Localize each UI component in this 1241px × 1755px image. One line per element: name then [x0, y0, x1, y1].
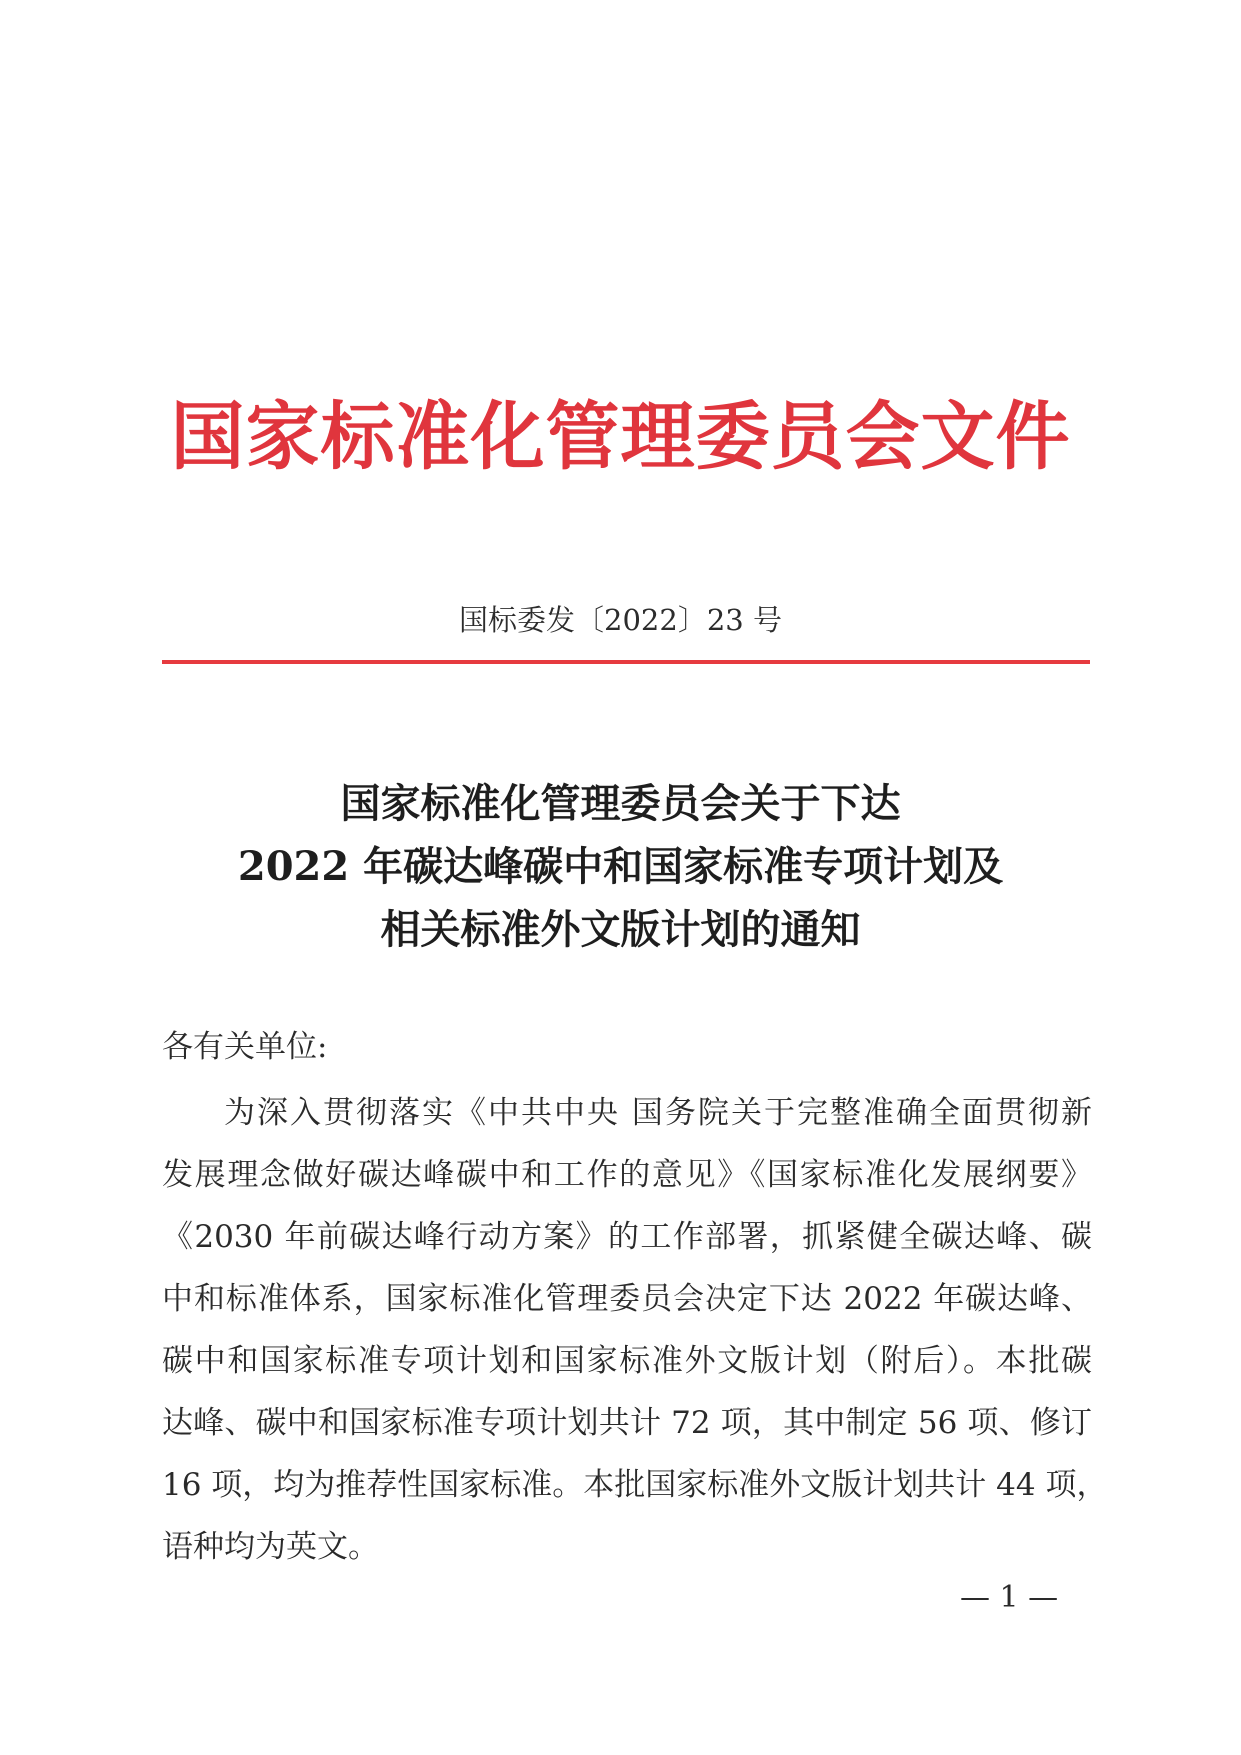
- paragraph-line: 中和标准体系，国家标准化管理委员会决定下达 2022 年碳达峰、: [162, 1281, 1092, 1317]
- paragraph-line: 16 项，均为推荐性国家标准。本批国家标准外文版计划共计 44 项，: [162, 1467, 1108, 1503]
- paragraph-line: 语种均为英文。: [162, 1529, 379, 1565]
- notice-title-line: 国家标准化管理委员会关于下达: [340, 780, 901, 827]
- paragraph-line: 发展理念做好碳达峰碳中和工作的意见》《国家标准化发展纲要》: [162, 1157, 1092, 1193]
- paragraph-line: 《2030 年前碳达峰行动方案》的工作部署，抓紧健全碳达峰、碳: [162, 1219, 1092, 1255]
- body-paragraph: [162, 1082, 1108, 1578]
- notice-title: [120, 772, 1121, 961]
- paragraph-line: 碳中和国家标准专项计划和国家标准外文版计划（附后）。本批碳: [162, 1343, 1092, 1379]
- notice-title-line: 相关标准外文版计划的通知: [380, 906, 861, 953]
- paragraph-line: 达峰、碳中和国家标准专项计划共计 72 项，其中制定 56 项、修订: [162, 1405, 1092, 1441]
- notice-title-line: 2022 年碳达峰碳中和国家标准专项计划及: [237, 843, 1004, 890]
- page-number: — 1 —: [960, 1580, 1059, 1615]
- paragraph-line: 为深入贯彻落实《中共中央 国务院关于完整准确全面贯彻新: [224, 1095, 1092, 1131]
- document-number: 国标委发〔2022〕23 号: [459, 603, 782, 637]
- issuer-title: 国家标准化管理委员会文件: [170, 394, 1071, 480]
- red-divider-line: [162, 660, 1090, 664]
- salutation: 各有关单位:: [162, 1029, 328, 1065]
